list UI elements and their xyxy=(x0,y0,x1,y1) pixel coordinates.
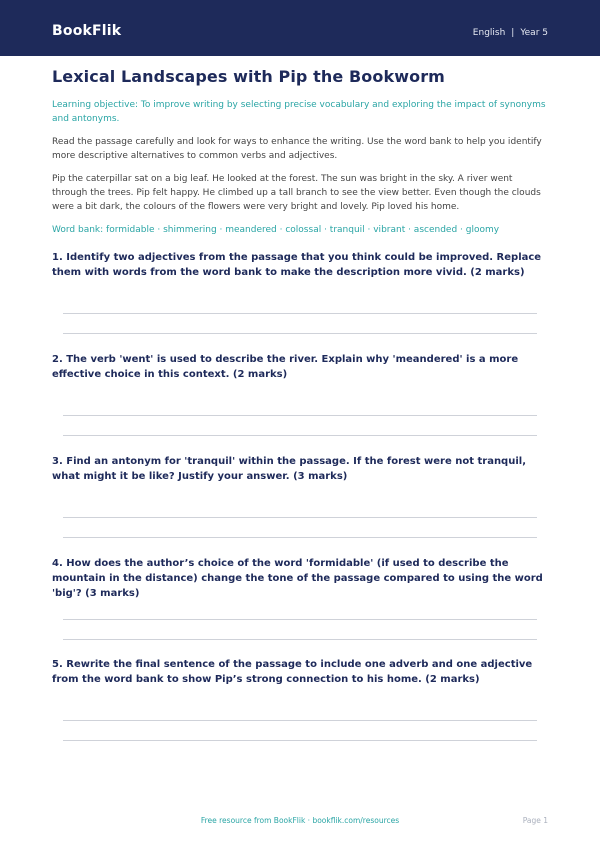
question-1 xyxy=(52,250,548,280)
learning-objective: Learning objective: To improve writing by selecting precise vocabulary and exploring the impact of synonyms and antonyms. xyxy=(52,100,546,124)
subject-label: English xyxy=(472,28,506,38)
year-label: Year 5 xyxy=(520,28,548,38)
question-4 xyxy=(52,556,548,601)
page-number: Page 1 xyxy=(522,816,548,825)
answer-line[interactable] xyxy=(63,537,537,538)
question-2 xyxy=(52,352,548,382)
answer-line[interactable] xyxy=(63,415,537,416)
footer-text[interactable]: Free resource from BookFlik · bookflik.com/resources xyxy=(200,816,400,825)
meta-separator: | xyxy=(511,28,515,38)
answer-line[interactable] xyxy=(63,517,537,518)
page-title: Lexical Landscapes with Pip the Bookworm xyxy=(52,67,445,86)
question-text: 5. Rewrite the final sentence of the passage to include one adverb and one adjective from the word bank to show Pip’s strong connection to his home. (2 marks) xyxy=(52,659,533,685)
answer-line[interactable] xyxy=(63,619,537,620)
answer-line[interactable] xyxy=(63,333,537,334)
answer-line[interactable] xyxy=(63,740,537,741)
question-3 xyxy=(52,454,548,484)
answer-line[interactable] xyxy=(63,435,537,436)
brand-logo[interactable]: BookFlik xyxy=(52,23,122,39)
instructions-text: Read the passage carefully and look for ways to enhance the writing. Use the word bank to help you identify more descriptive alternatives to common verbs and adjectives. xyxy=(52,137,542,161)
question-5 xyxy=(52,657,548,687)
answer-line[interactable] xyxy=(63,720,537,721)
passage-text: Pip the caterpillar sat on a big leaf. He looked at the forest. The sun was bright in the sky. A river went through the trees. Pip felt happy. He climbed up a tall branch to see the view better. Even though the clouds were a bit dark, the colours of the flowers were very bright and lovely. Pip loved his home. xyxy=(52,174,541,212)
page-header xyxy=(0,0,600,56)
question-text: 4. How does the author’s choice of the word 'formidable' (if used to describe the mountain in the distance) change the tone of the passage compared to using the word 'big'? (3 marks) xyxy=(52,558,543,599)
answer-line[interactable] xyxy=(63,313,537,314)
worksheet-intro xyxy=(52,64,548,237)
answer-line[interactable] xyxy=(63,639,537,640)
header-meta xyxy=(473,28,548,38)
question-text: 2. The verb 'went' is used to describe the river. Explain why 'meandered' is a more effective choice in this context. (2 marks) xyxy=(52,354,519,380)
word-bank: Word bank: formidable · shimmering · meandered · colossal · tranquil · vibrant · ascended · gloomy xyxy=(52,225,500,235)
question-text: 1. Identify two adjectives from the passage that you think could be improved. Replace them with words from the word bank to make the description more vivid. (2 marks) xyxy=(52,252,542,278)
question-text: 3. Find an antonym for 'tranquil' within the passage. If the forest were not tranquil, what might it be like? Justify your answer. (3 marks) xyxy=(52,456,526,482)
